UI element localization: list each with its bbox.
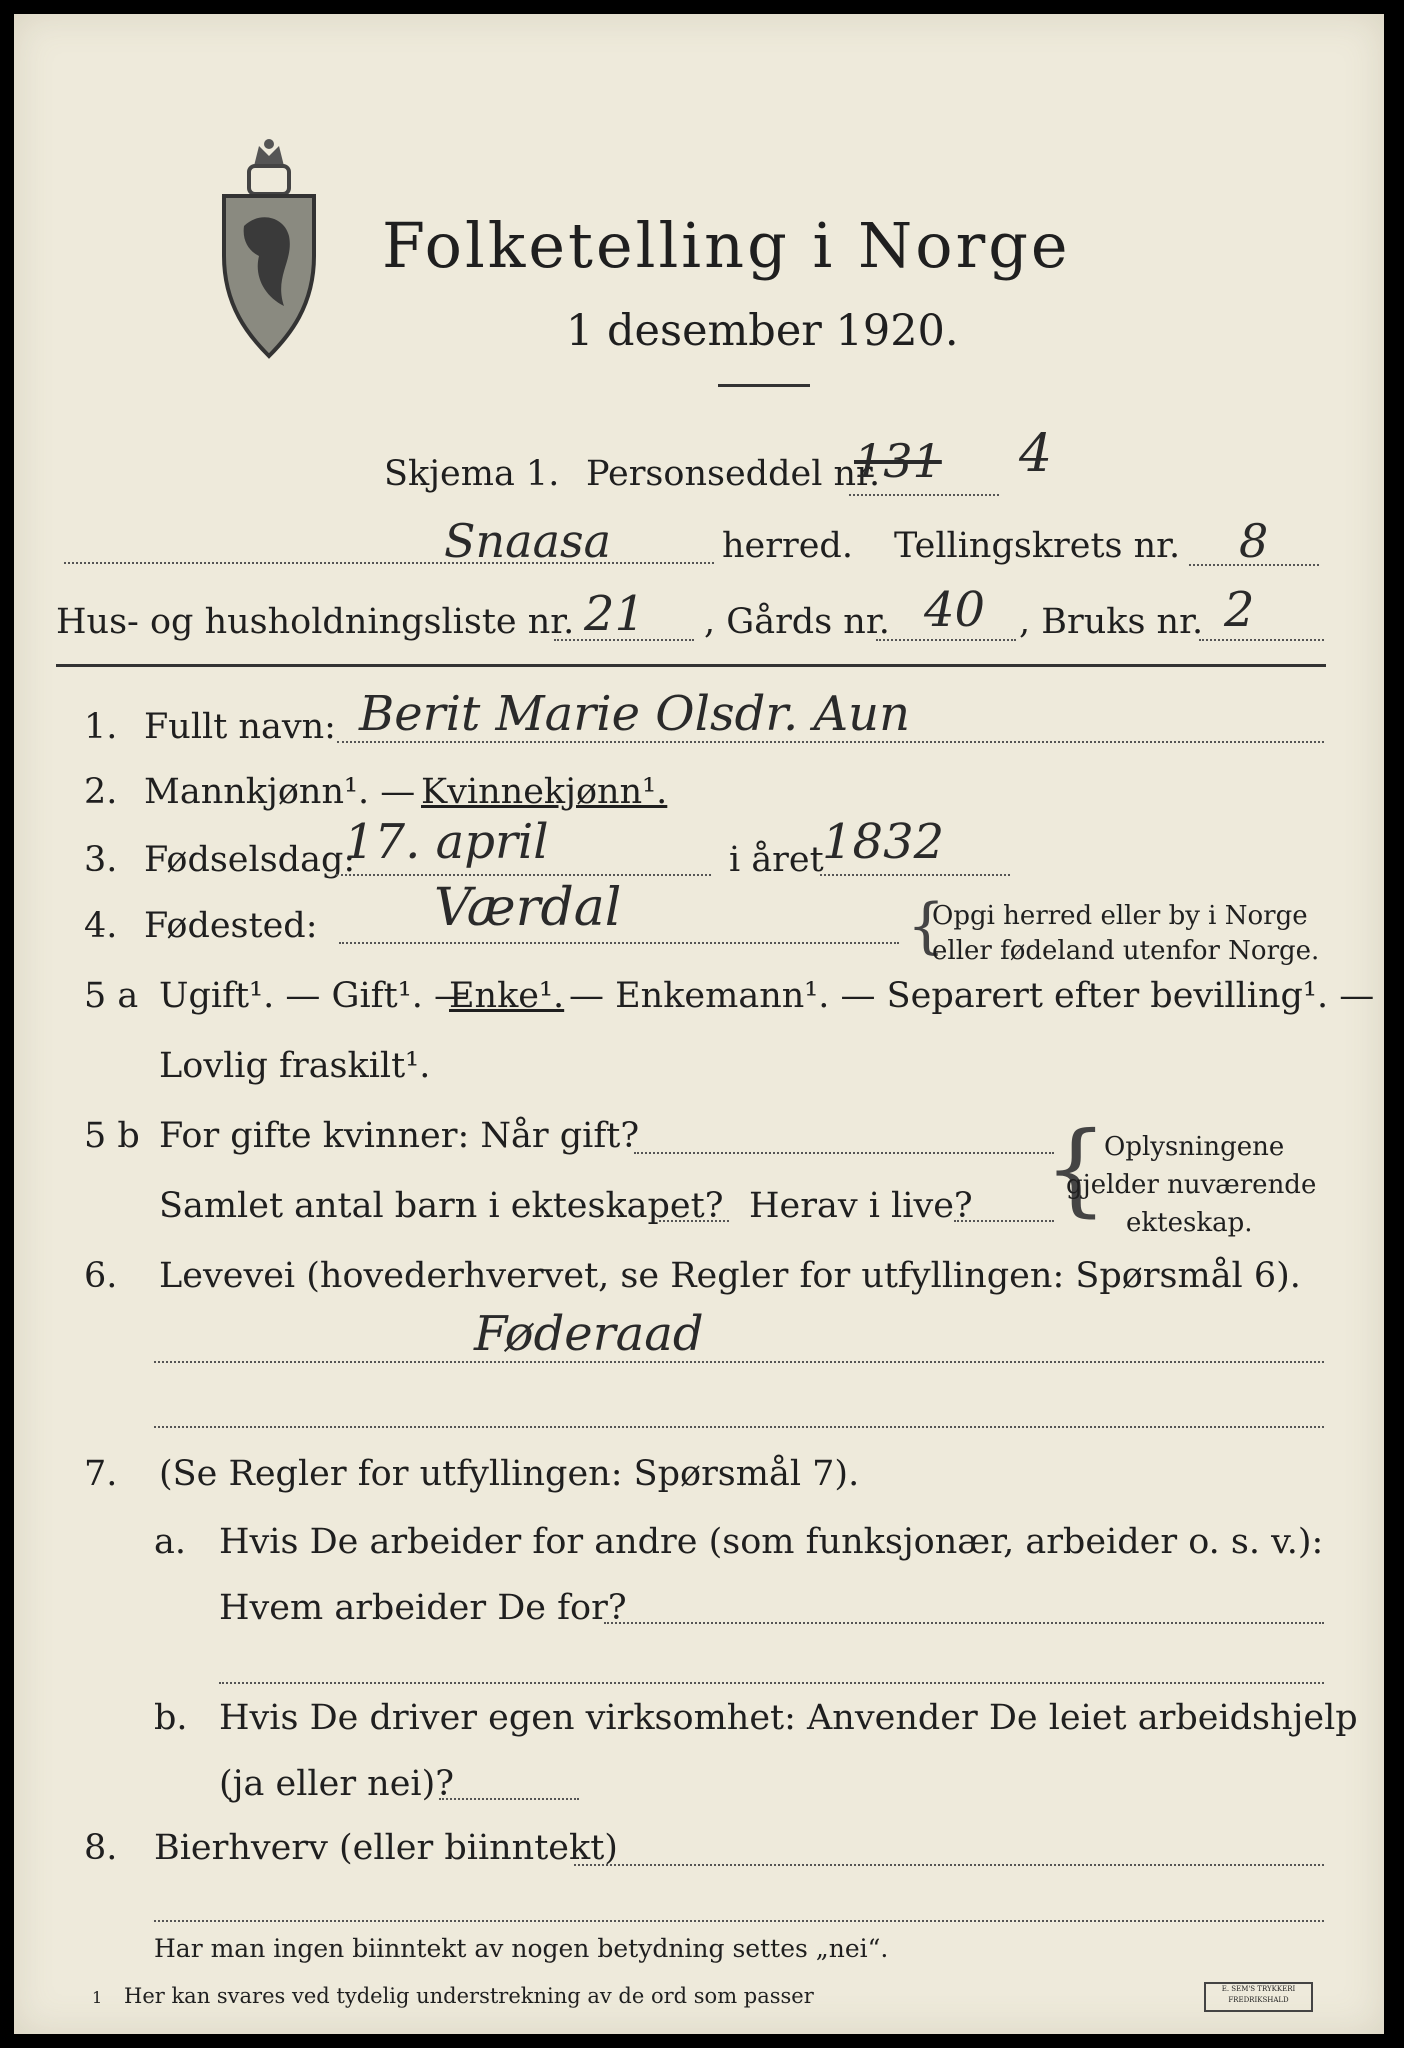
q8-line-1 — [574, 1864, 1324, 1866]
herred-value: Snaasa — [444, 514, 612, 568]
q4-label: Fødested: — [144, 906, 318, 946]
q5b-line1-dots — [634, 1152, 1054, 1154]
q6-number: 6. — [84, 1256, 118, 1296]
hus-value: 21 — [584, 586, 646, 642]
q3-year-value: 1832 — [822, 814, 945, 870]
personseddel-line — [849, 494, 999, 496]
q7a-line3-dots — [219, 1682, 1324, 1684]
q8-line-2 — [154, 1920, 1324, 1922]
q5b-note-1: Oplysningene — [1104, 1132, 1285, 1162]
hus-label: Hus- og husholdningsliste nr. — [56, 602, 575, 642]
q5b-note-3: ekteskap. — [1126, 1208, 1253, 1238]
q6-label: Levevei (hovederhvervet, se Regler for utfyllingen: Spørsmål 6). — [159, 1256, 1301, 1296]
personseddel-label: Personseddel nr. — [586, 454, 881, 494]
header-divider — [56, 664, 1326, 667]
q5b-live-dots — [954, 1220, 1054, 1222]
q5b-line2b: Herav i live? — [749, 1186, 973, 1226]
gards-line — [876, 639, 1016, 641]
q3-year-line — [820, 874, 1010, 876]
q4-note-1: Opgi herred eller by i Norge — [932, 901, 1308, 931]
q2-number: 2. — [84, 772, 118, 812]
q5b-line2a: Samlet antal barn i ekteskapet? — [159, 1186, 724, 1226]
schema-label: Skjema 1. — [384, 454, 560, 494]
q3-number: 3. — [84, 840, 118, 880]
q1-label: Fullt navn: — [144, 707, 336, 747]
q7a-line2: Hvem arbeider De for? — [219, 1588, 627, 1628]
q4-brace: { — [907, 891, 946, 961]
q5a-line2: Lovlig fraskilt¹. — [159, 1046, 431, 1086]
q5b-barn-dots — [659, 1220, 729, 1222]
printer-stamp-line-1: E. SEM'S TRYKKERI — [1221, 1985, 1296, 1993]
q3-label: Fødselsdag: — [144, 840, 356, 880]
q5a-rest: — Enkemann¹. — Separert efter bevilling¹. — — [569, 976, 1375, 1016]
footer-note: Har man ingen biinntekt av nogen betydning settes „nei“. — [154, 1934, 889, 1963]
q5a-number: 5 a — [84, 976, 139, 1016]
q8-number: 8. — [84, 1828, 118, 1868]
form-title: Folketelling i Norge — [382, 209, 1071, 282]
q3-day-line — [336, 874, 711, 876]
q1-value: Berit Marie Olsdr. Aun — [359, 686, 910, 742]
q4-note-2: eller fødeland utenfor Norge. — [932, 936, 1320, 966]
q5b-brace: { — [1044, 1110, 1108, 1227]
census-date: 1 desember 1920. — [566, 306, 959, 356]
q7b-line2: (ja eller nei)? — [219, 1764, 455, 1804]
q5a-ugift-gift: Ugift¹. — Gift¹. — — [159, 976, 469, 1016]
q6-value: Føderaad — [474, 1306, 704, 1362]
personseddel-extra: 4 — [1019, 424, 1053, 484]
q7-label: (Se Regler for utfyllingen: Spørsmål 7). — [159, 1454, 860, 1494]
q5b-line1: For gifte kvinner: Når gift? — [159, 1116, 640, 1156]
q6-line-2 — [154, 1426, 1324, 1428]
q3-year-label: i året — [729, 840, 824, 880]
footnote-number: 1 — [92, 1988, 103, 2007]
q8-label: Bierhverv (eller biinntekt) — [154, 1828, 618, 1868]
q4-number: 4. — [84, 906, 118, 946]
q5b-note-2: gjelder nuværende — [1066, 1170, 1317, 1200]
gards-label: , Gårds nr. — [704, 602, 890, 642]
q2-mann: Mannkjønn¹. — — [144, 772, 416, 812]
title-rule — [718, 384, 810, 387]
bruks-line — [1199, 639, 1324, 641]
gards-value: 40 — [924, 582, 986, 638]
q7b-line1: Hvis De driver egen virksomhet: Anvender De leiet arbeidshjelp — [219, 1698, 1358, 1738]
q5a-enke: Enke¹. — [449, 976, 565, 1016]
q7a-line2-dots — [604, 1622, 1324, 1624]
q2-kvinne: Kvinnekjønn¹. — [421, 772, 668, 812]
bruks-label: , Bruks nr. — [1019, 602, 1204, 642]
q7b-line2-dots — [439, 1798, 579, 1800]
q6-line-1 — [154, 1361, 1324, 1363]
coat-of-arms-icon — [214, 136, 324, 361]
q7a-line1: Hvis De arbeider for andre (som funksjonær, arbeider o. s. v.): — [219, 1522, 1324, 1562]
q3-value: 17. april — [344, 814, 549, 870]
printer-stamp-line-2: FREDRIKSHALD — [1228, 1996, 1289, 2004]
bruks-value: 2 — [1224, 582, 1255, 638]
footnote-text: Her kan svares ved tydelig understrekning av de ord som passer — [124, 1984, 814, 2008]
census-form — [14, 14, 1384, 2034]
personseddel-value: 131 — [854, 434, 942, 488]
q4-line — [339, 942, 899, 944]
q1-number: 1. — [84, 707, 118, 747]
q5b-number: 5 b — [84, 1116, 140, 1156]
q7b-letter: b. — [154, 1698, 188, 1738]
q7a-letter: a. — [154, 1522, 186, 1562]
q4-value: Værdal — [434, 878, 622, 938]
tellingskrets-value: 8 — [1239, 514, 1269, 568]
tellingskrets-label: Tellingskrets nr. — [894, 526, 1181, 566]
printer-stamp — [1204, 1982, 1313, 2012]
q7-number: 7. — [84, 1454, 118, 1494]
herred-label: herred. — [722, 526, 853, 566]
herred-line — [64, 562, 714, 564]
